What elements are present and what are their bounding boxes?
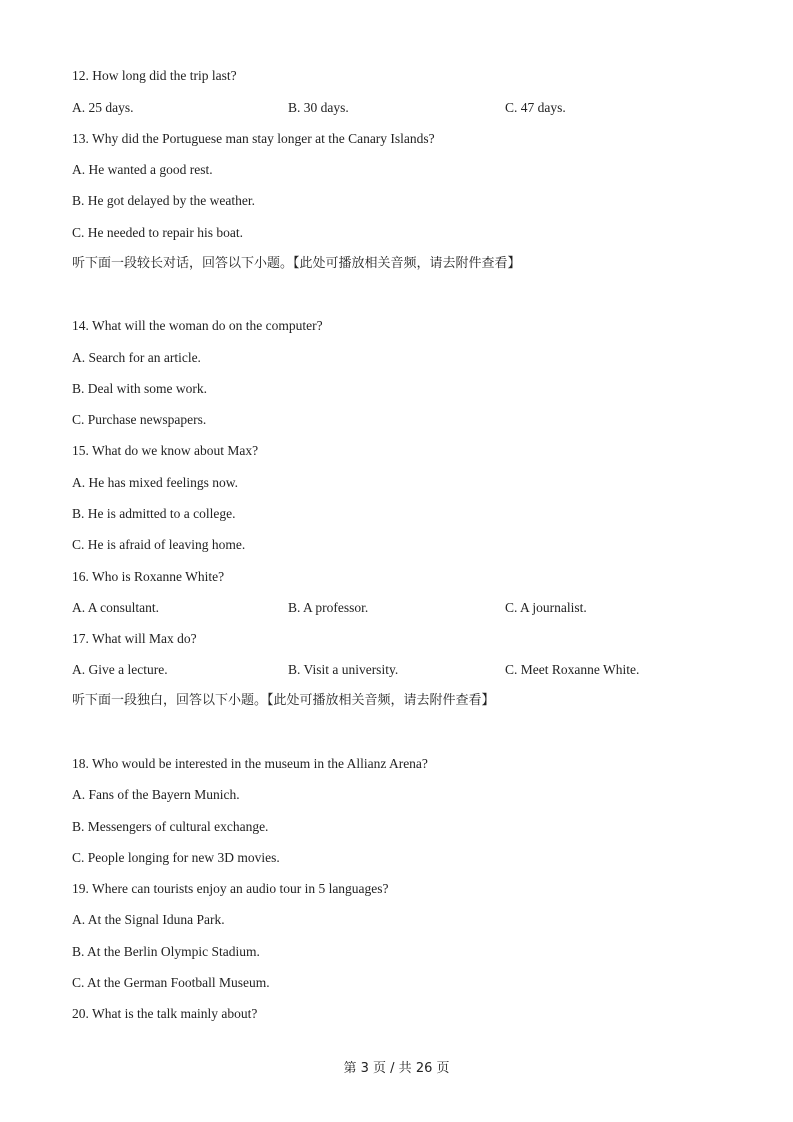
q17-option-a: A. Give a lecture. <box>72 662 168 677</box>
q12-option-c: C. 47 days. <box>505 100 566 115</box>
q16-option-b: B. A professor. <box>288 600 369 615</box>
q15-option-c: C. He is afraid of leaving home. <box>72 537 246 552</box>
q15-option-b: B. He is admitted to a college. <box>72 506 236 521</box>
question-12: 12. How long did the trip last? <box>72 68 237 83</box>
question-14: 14. What will the woman do on the computer? <box>72 318 323 333</box>
question-16: 16. Who is Roxanne White? <box>72 569 225 584</box>
q17-option-b: B. Visit a university. <box>288 662 399 677</box>
q17-option-c: C. Meet Roxanne White. <box>505 662 640 677</box>
question-13: 13. Why did the Portuguese man stay longer at the Canary Islands? <box>72 131 435 146</box>
question-19: 19. Where can tourists enjoy an audio tour in 5 languages? <box>72 881 389 896</box>
q12-option-b: B. 30 days. <box>288 100 349 115</box>
q14-option-c: C. Purchase newspapers. <box>72 412 207 427</box>
listening-instruction-monologue: 听下面一段独白，回答以下小题。【此处可播放相关音频，请去附件查看】 <box>72 693 495 708</box>
listening-instruction-dialogue: 听下面一段较长对话，回答以下小题。【此处可播放相关音频，请去附件查看】 <box>72 256 521 271</box>
q18-option-a: A. Fans of the Bayern Munich. <box>72 787 240 802</box>
q19-option-a: A. At the Signal Iduna Park. <box>72 912 225 927</box>
question-20: 20. What is the talk mainly about? <box>72 1006 258 1021</box>
q14-option-b: B. Deal with some work. <box>72 381 207 396</box>
q12-option-a: A. 25 days. <box>72 100 134 115</box>
question-17: 17. What will Max do? <box>72 631 197 646</box>
question-15: 15. What do we know about Max? <box>72 443 259 458</box>
q19-option-b: B. At the Berlin Olympic Stadium. <box>72 944 260 959</box>
q14-option-a: A. Search for an article. <box>72 350 201 365</box>
q19-option-c: C. At the German Football Museum. <box>72 975 270 990</box>
page-number-footer: 第 3 页 / 共 26 页 <box>343 1061 450 1076</box>
q15-option-a: A. He has mixed feelings now. <box>72 475 238 490</box>
q16-option-c: C. A journalist. <box>505 600 587 615</box>
q18-option-c: C. People longing for new 3D movies. <box>72 850 280 865</box>
q13-option-b: B. He got delayed by the weather. <box>72 193 255 208</box>
question-18: 18. Who would be interested in the museum in the Allianz Arena? <box>72 756 428 771</box>
q13-option-c: C. He needed to repair his boat. <box>72 225 243 240</box>
q16-option-a: A. A consultant. <box>72 600 159 615</box>
q18-option-b: B. Messengers of cultural exchange. <box>72 819 269 834</box>
q13-option-a: A. He wanted a good rest. <box>72 162 213 177</box>
